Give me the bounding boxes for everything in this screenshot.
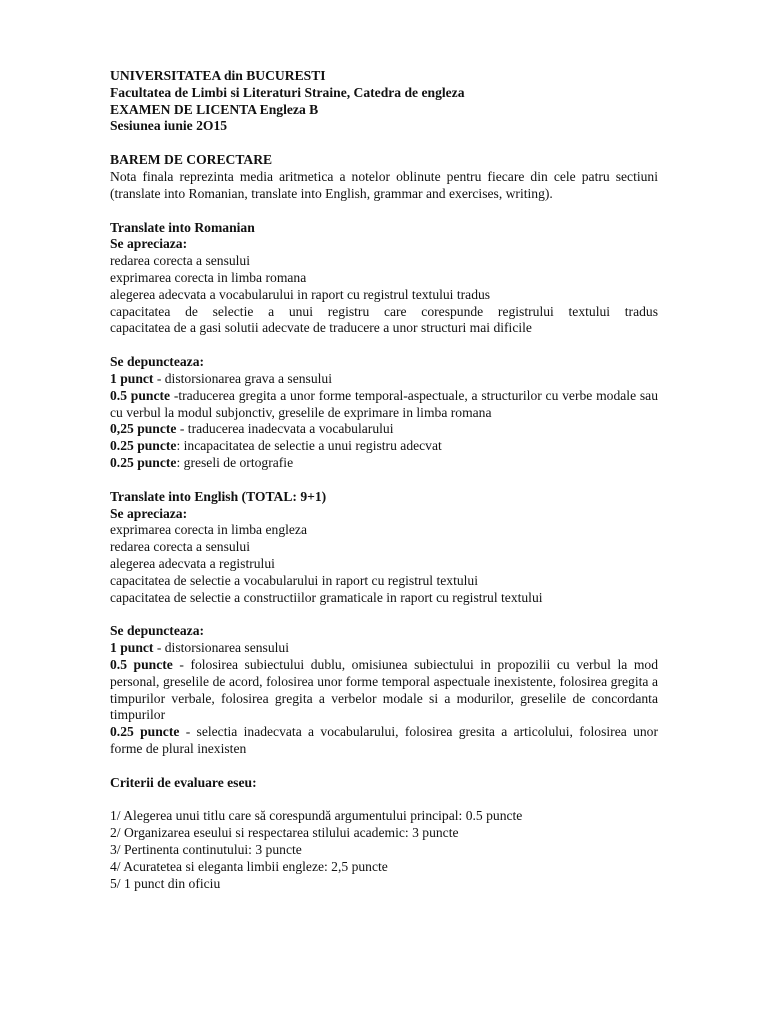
university-heading: UNIVERSITATEA din BUCURESTI [110,68,326,83]
eseu-criterion: 1/ Alegerea unui titlu care să corespundă argumentului principal: 0.5 puncte [110,808,523,824]
en-depuncteaza-label: Se depuncteaza: [110,623,205,639]
eseu-criterion: 4/ Acuratetea si eleganta limbii engleze: 2,5 puncte [110,858,388,874]
eseu-criterion: 5/ 1 punct din oficiu [110,875,221,891]
ro-penalty-item: 0.25 puncte: incapacitatea de selectie a unui registru adecvat [110,438,442,454]
ro-penalty-item: 0.25 puncte: greseli de ortografie [110,454,294,470]
en-penalty-item: 0.25 puncte - selectia inadecvata a vocabularului, folosirea gresita a articolului, folosirea unor forme de plural inexisten [110,724,658,756]
en-penalty-item: 0.5 puncte - folosirea subiectului dublu, omisiunea subiectului in propozilii cu verbul la mod personal, greselile de acord, folosirea unor forme temporal aspectuale inexistente, folosirea gregita a timpurilor verbale, folosirea gregita a verbelor modale si a modurilor, greselile de concordanta timpurilor [110,656,659,723]
ro-apreciaza-item: exprimarea corecta in limba romana [110,269,307,285]
ro-apreciaza-item: alegerea adecvata a vocabularului in raport cu registrul textului tradus [110,286,491,302]
en-apreciaza-label: Se apreciaza: [110,505,188,521]
eseu-title: Criterii de evaluare eseu: [110,774,257,790]
en-apreciaza-item: alegerea adecvata a registrului [110,555,275,571]
ro-penalty-item: 0,25 puncte - traducerea inadecvata a vocabularului [110,421,394,437]
session-heading: Sesiunea iunie 2O15 [110,118,228,134]
ro-section-title: Translate into Romanian [110,219,255,235]
ro-depuncteaza-label: Se depuncteaza: [110,354,205,370]
barem-note: Nota finala reprezinta media aritmetica a notelor oblinute pentru fiecare din cele patru sectiuni (translate into Romanian, translate into English, grammar and exercises, writing). [110,168,658,201]
en-apreciaza-item: redarea corecta a sensului [110,539,251,555]
ro-apreciaza-item: capacitatea de a gasi solutii adecvate de traducere a unor structuri mai dificile [110,320,532,336]
faculty-heading: Facultatea de Limbi si Literaturi Straine, Catedra de engleza [110,84,465,100]
en-apreciaza-item: capacitatea de selectie a constructiilor gramaticale in raport cu registrul textului [110,589,543,605]
ro-penalty-item: 0.5 puncte -traducerea gregita a unor forme temporal-aspectuale, a structurilor cu verbe modale sau cu verbul la modul subjonctiv, greselile de exprimare in limba romana [110,387,658,420]
en-apreciaza-item: exprimarea corecta in limba engleza [110,522,307,538]
document-page [110,68,658,892]
ro-apreciaza-item: capacitatea de selectie a unui registru care corespunde registrului textului tradus [110,303,658,319]
ro-penalty-item: 1 punct - distorsionarea grava a sensului [110,370,332,386]
eseu-criterion: 3/ Pertinenta continutului: 3 puncte [110,842,302,858]
ro-apreciaza-label: Se apreciaza: [110,236,188,252]
ro-apreciaza-item: redarea corecta a sensului [110,253,251,269]
barem-title: BAREM DE CORECTARE [110,152,273,168]
en-apreciaza-item: capacitatea de selectie a vocabularului in raport cu registrul textului [110,572,479,588]
eseu-criterion: 2/ Organizarea eseului si respectarea stilului academic: 3 puncte [110,825,459,841]
en-penalty-item: 1 punct - distorsionarea sensului [110,640,289,656]
exam-heading: EXAMEN DE LICENTA Engleza B [110,101,319,117]
en-section-title: Translate into English (TOTAL: 9+1) [110,488,327,504]
